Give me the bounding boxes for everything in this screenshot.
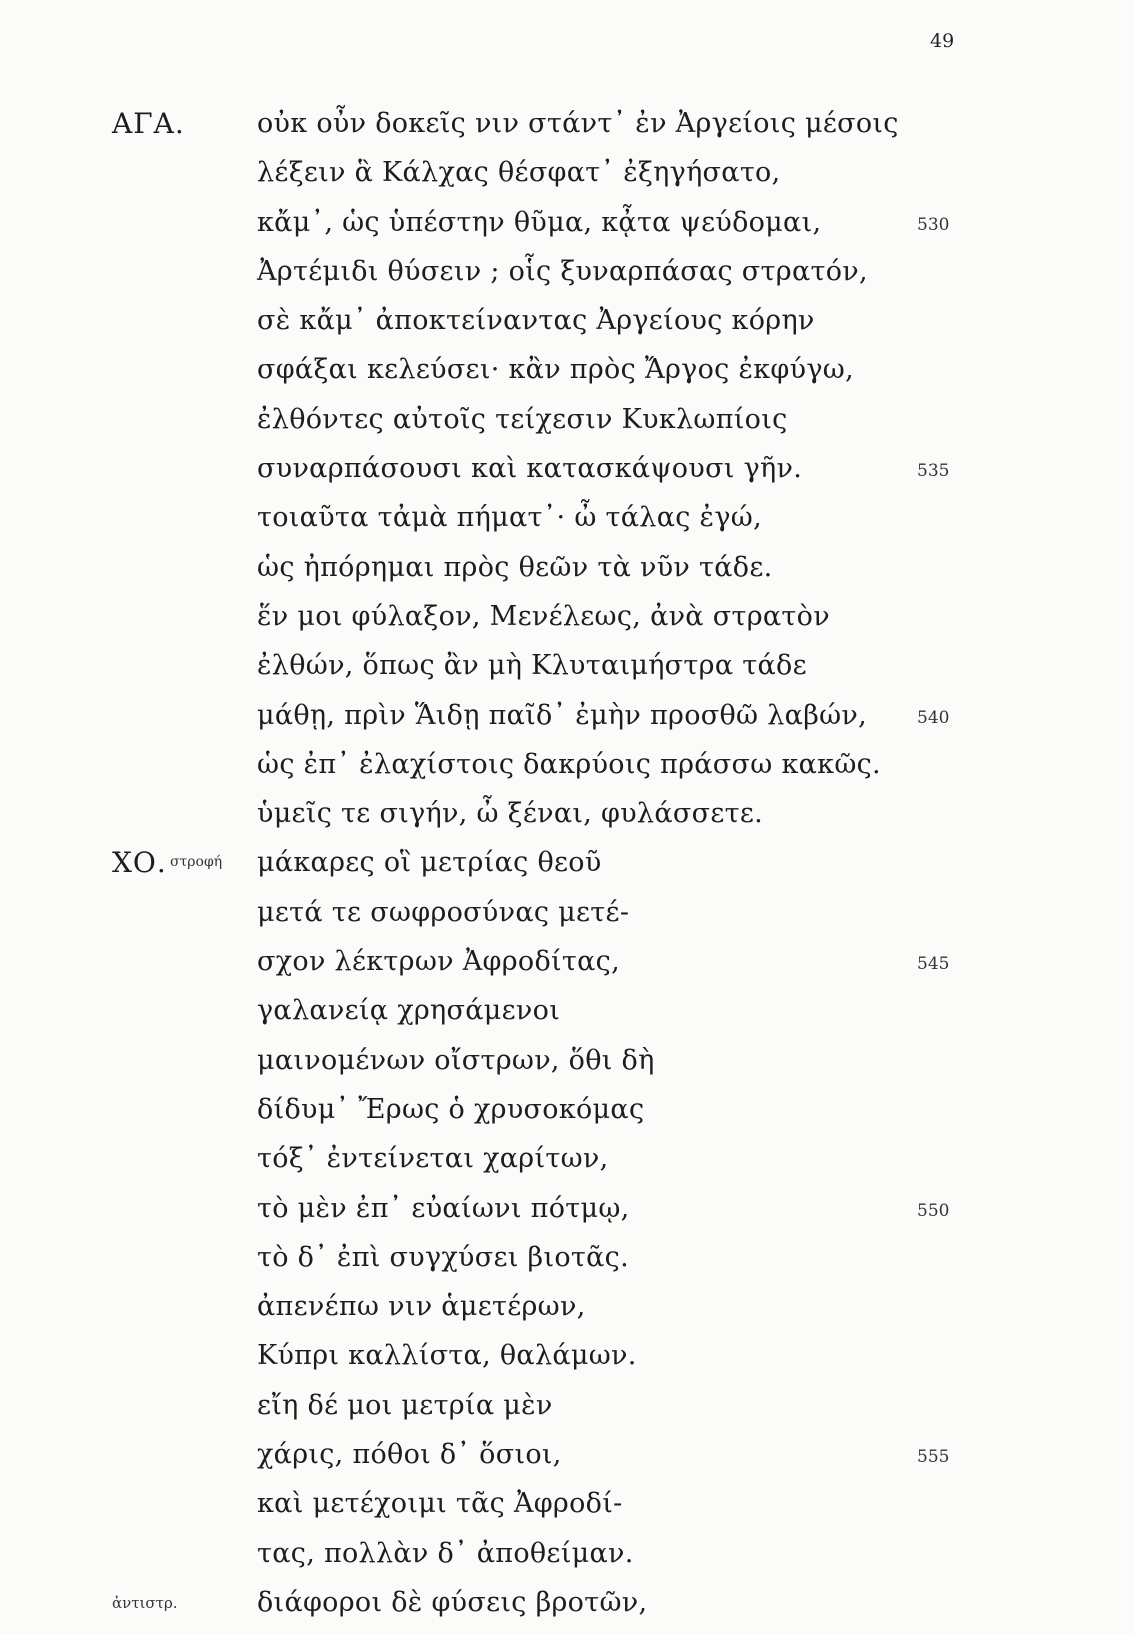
line-number: 530	[917, 214, 950, 235]
line-number: 555	[917, 1447, 950, 1468]
verse-line-text: τὸ μὲν ἐπ᾽ εὐαίωνι πότμῳ,	[257, 1192, 630, 1224]
verse-line-text: σὲ κἄμ᾽ ἀποκτείναντας Ἀργείους κόρην	[257, 305, 815, 337]
verse-line-text: διάφοροι δὲ φύσεις βροτῶν,	[257, 1586, 648, 1618]
verse-line	[0, 1191, 1133, 1240]
speaker-label: ΧΟ.	[112, 846, 167, 880]
verse-line	[0, 944, 1133, 993]
verse-line	[0, 1437, 1133, 1486]
verse-line	[0, 205, 1133, 254]
verse-line	[0, 1585, 1133, 1634]
verse-line-text: τοιαῦτα τἀμὰ πήματ᾽· ὦ τάλας ἐγώ,	[257, 502, 762, 534]
verse-line	[0, 106, 1133, 155]
verse-line-text: σφάξαι κελεύσει· κἂν πρὸς Ἄργος ἐκφύγω,	[257, 354, 854, 386]
verse-line	[0, 1486, 1133, 1535]
verse-line	[0, 550, 1133, 599]
verse-line-text: σχον λέκτρων Ἀφροδίτας,	[257, 946, 620, 978]
verse-line	[0, 1338, 1133, 1387]
verse-line-text: τὸ δ᾽ ἐπὶ συγχύσει βιοτᾶς.	[257, 1241, 629, 1273]
verse-line-text: μαινομένων οἴστρων, ὅθι δὴ	[257, 1044, 655, 1076]
verse-line	[0, 648, 1133, 697]
verse-line	[0, 796, 1133, 845]
verse-line	[0, 1388, 1133, 1437]
verse-line	[0, 1536, 1133, 1585]
speaker-label: ΑΓΑ.	[112, 107, 185, 140]
verse-line	[0, 845, 1133, 894]
verse-line	[0, 895, 1133, 944]
verse-line-text: μετά τε σωφροσύνας μετέ-	[257, 896, 630, 928]
verse-line	[0, 155, 1133, 204]
verse-line-text: Κύπρι καλλίστα, θαλάμων.	[257, 1340, 637, 1372]
strophe-marker: ἀντιστρ.	[112, 1593, 178, 1612]
verse-line	[0, 352, 1133, 401]
verse-line-text: τας, πολλὰν δ᾽ ἀποθείμαν.	[257, 1537, 634, 1569]
verse-line	[0, 402, 1133, 451]
verse-line	[0, 599, 1133, 648]
verse-line	[0, 1043, 1133, 1092]
verse-line	[0, 1289, 1133, 1338]
strophe-marker: στροφή	[170, 854, 223, 871]
verse-line-text: ὑμεῖς τε σιγήν, ὦ ξέναι, φυλάσσετε.	[257, 798, 764, 830]
verse-line	[0, 303, 1133, 352]
verse-line-text: ἀπενέπω νιν ἁμετέρων,	[257, 1291, 586, 1323]
verse-line-text: κἄμ᾽, ὡς ὑπέστην θῦμα, κᾆτα ψεύδομαι,	[257, 206, 822, 238]
verse-line-text: ὡς ἐπ᾽ ἐλαχίστοις δακρύοις πράσσω κακῶς.	[257, 748, 881, 780]
verse-line	[0, 500, 1133, 549]
verse-line	[0, 993, 1133, 1042]
verse-line-text: Ἀρτέμιδι θύσειν ; οἷς ξυναρπάσας στρατόν,	[257, 255, 868, 287]
verse-line-text: συναρπάσουσι καὶ κατασκάψουσι γῆν.	[257, 453, 803, 485]
line-number: 535	[917, 461, 950, 482]
verse-text	[0, 106, 1133, 1634]
verse-line-text: τόξ᾽ ἐντείνεται χαρίτων,	[257, 1143, 609, 1175]
verse-line	[0, 254, 1133, 303]
line-number: 545	[917, 954, 950, 975]
page-number: 49	[930, 30, 955, 52]
verse-line-text: οὐκ οὖν δοκεῖς νιν στάντ᾽ ἐν Ἀργείοις μέσοις	[257, 108, 899, 139]
verse-line-text: λέξειν ἃ Κάλχας θέσφατ᾽ ἐξηγήσατο,	[257, 157, 781, 189]
verse-line-text: εἴη δέ μοι μετρία μὲν	[257, 1389, 553, 1421]
verse-line	[0, 451, 1133, 500]
verse-line-text: ἐλθών, ὅπως ἂν μὴ Κλυταιμήστρα τάδε	[257, 650, 807, 682]
verse-line-text: ὡς ἠπόρημαι πρὸς θεῶν τὰ νῦν τάδε.	[257, 551, 773, 583]
verse-line	[0, 698, 1133, 747]
verse-line	[0, 1092, 1133, 1141]
verse-line	[0, 747, 1133, 796]
verse-line-text: ἐλθόντες αὐτοῖς τείχεσιν Κυκλωπίοις	[257, 403, 788, 435]
line-number: 550	[917, 1200, 950, 1221]
line-number: 540	[917, 707, 950, 728]
verse-line	[0, 1240, 1133, 1289]
verse-line-text: μάθῃ, πρὶν Ἅιδῃ παῖδ᾽ ἐμὴν προσθῶ λαβών,	[257, 699, 868, 731]
verse-line	[0, 1141, 1133, 1190]
verse-line-text: καὶ μετέχοιμι τᾶς Ἀφροδί-	[257, 1488, 623, 1520]
verse-line-text: μάκαρες οἳ μετρίας θεοῦ	[257, 847, 602, 879]
verse-line-text: δίδυμ᾽ Ἔρως ὁ χρυσοκόμας	[257, 1093, 645, 1125]
verse-line-text: γαλανείᾳ χρησάμενοι	[257, 995, 561, 1027]
verse-line-text: χάρις, πόθοι δ᾽ ὅσιοι,	[257, 1439, 562, 1471]
verse-line-text: ἕν μοι φύλαξον, Μενέλεως, ἀνὰ στρατὸν	[257, 600, 830, 632]
